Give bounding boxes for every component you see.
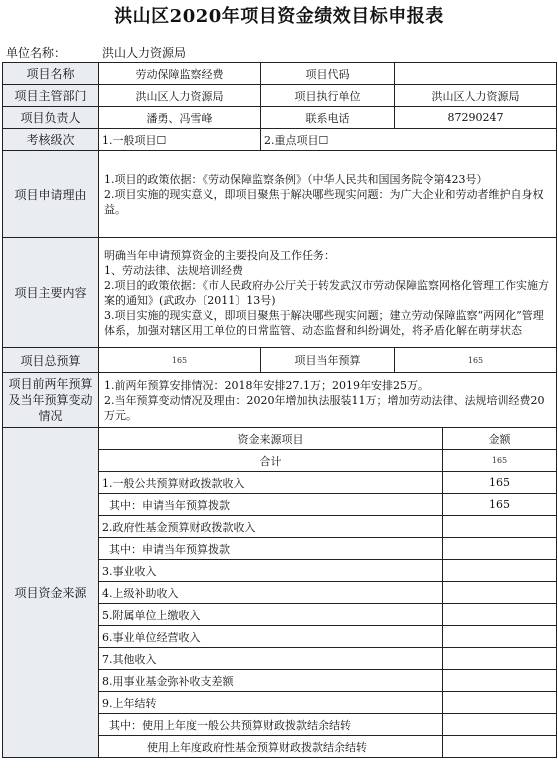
level-label: 考核级次 (3, 129, 99, 151)
project-name-value: 劳动保障监察经费 (99, 63, 261, 85)
source-row-amount (443, 714, 557, 736)
reason-line: 2.项目实施的现实意义，即项目聚焦于解决哪些现实问题：为广大企业和劳动者维护自身权益。 (104, 187, 544, 216)
total-budget-value: 165 (99, 348, 261, 373)
executor-value: 洪山区人力资源局 (395, 85, 557, 107)
level-option-general: 1.一般项目☐ (99, 129, 261, 151)
source-row-amount (443, 582, 557, 604)
supervisor-label: 项目主管部门 (3, 85, 99, 107)
source-row-name: 其中：申请当年预算拨款 (99, 538, 443, 560)
source-row-name: 其中：使用上年度一般公共预算财政拨款结余结转 (99, 714, 443, 736)
source-row-amount (443, 648, 557, 670)
year-budget-value: 165 (395, 348, 557, 373)
source-row-name: 7.其他收入 (99, 648, 443, 670)
executor-label: 项目执行单位 (261, 85, 395, 107)
content-line: 明确当年申请预算资金的主要投向及工作任务： (104, 248, 335, 262)
source-row-name: 5.附属单位上缴收入 (99, 604, 443, 626)
content-line: 3.项目实施的现实意义，即项目聚焦于解决哪些现实问题；建立劳动保障监察“两网化”管理体系，加强对辖区用工单位的日常监管、动态监督和纠纷调处，将矛盾化解在萌芽状态 (104, 308, 544, 337)
source-row-amount: 165 (443, 472, 557, 494)
source-row-amount: 165 (443, 450, 557, 472)
source-row-amount: 165 (443, 494, 557, 516)
reason-text (99, 151, 557, 238)
project-code-value (395, 63, 557, 85)
supervisor-value: 洪山区人力资源局 (99, 85, 261, 107)
source-row-amount (443, 692, 557, 714)
source-row-name: 8.用事业基金弥补收支差额 (99, 670, 443, 692)
leader-label: 项目负责人 (3, 107, 99, 129)
reason-label: 项目申请理由 (3, 151, 99, 238)
source-row-amount (443, 538, 557, 560)
source-row-amount (443, 670, 557, 692)
source-label: 项目资金来源 (3, 428, 99, 758)
source-row-name: 使用上年度政府性基金预算财政拨款结余结转 (99, 736, 443, 758)
source-row-name: 3.事业收入 (99, 560, 443, 582)
content-label: 项目主要内容 (3, 238, 99, 348)
prev-budget-text (99, 373, 557, 428)
source-row-name: 合计 (99, 450, 443, 472)
reason-line: 1.项目的政策依据：《劳动保障监察条例》（中华人民共和国国务院令第423号） (104, 172, 488, 186)
unit-name-value: 洪山人力资源局 (102, 46, 187, 60)
source-row-name: 9.上年结转 (99, 692, 443, 714)
total-budget-label: 项目总预算 (3, 348, 99, 373)
phone-label: 联系电话 (261, 107, 395, 129)
content-line: 2.项目的政策依据：《市人民政府办公厅关于转发武汉市劳动保障监察网格化管理工作实施方案的通知》(武政办〔2011〕13号) (104, 278, 549, 307)
project-code-label: 项目代码 (261, 63, 395, 85)
source-row-name: 其中：申请当年预算拨款 (99, 494, 443, 516)
source-row-amount (443, 560, 557, 582)
source-row-amount (443, 736, 557, 758)
level-option-key: 2.重点项目☐ (261, 129, 557, 151)
source-row-name: 2.政府性基金预算财政拨款收入 (99, 516, 443, 538)
phone-value: 87290247 (395, 107, 557, 129)
content-line: 1、劳动法律、法规培训经费 (104, 263, 243, 277)
prev-budget-line: 2.当年预算变动情况及理由：2020年增加执法服装11万；增加劳动法律、法规培训经费20万元。 (104, 393, 545, 422)
prev-budget-label: 项目前两年预算及当年预算变动情况 (3, 373, 99, 428)
project-name-label: 项目名称 (3, 63, 99, 85)
unit-name-label: 单位名称： (6, 46, 67, 60)
source-row-name: 1.一般公共预算财政拨款收入 (99, 472, 443, 494)
source-row-amount (443, 604, 557, 626)
amount-header: 金额 (443, 428, 557, 450)
source-header: 资金来源项目 (99, 428, 443, 450)
content-text (99, 238, 557, 348)
source-row-name: 6.事业单位经营收入 (99, 626, 443, 648)
prev-budget-line: 1.前两年预算安排情况：2018年安排27.1万；2019年安排25万。 (104, 378, 429, 392)
leader-value: 潘勇、冯雪峰 (99, 107, 261, 129)
year-budget-label: 项目当年预算 (261, 348, 395, 373)
source-row-name: 4.上级补助收入 (99, 582, 443, 604)
source-row-amount (443, 516, 557, 538)
declaration-table (2, 62, 557, 758)
source-row-amount (443, 626, 557, 648)
form-title: 洪山区2020年项目资金绩效目标申报表 (114, 6, 444, 27)
